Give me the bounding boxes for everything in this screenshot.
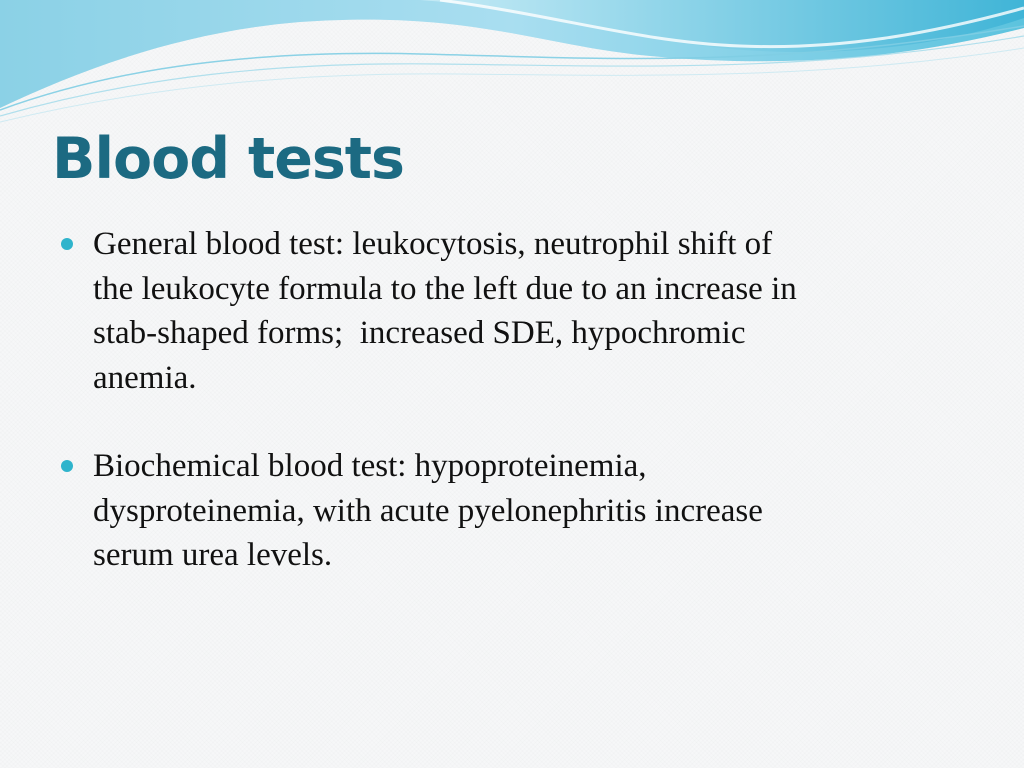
bullet-line: anemia. <box>93 359 197 396</box>
bullet-dot-icon <box>61 238 73 250</box>
bullet-line: General blood test: leukocytosis, neutrophil shift of <box>93 226 773 262</box>
bullet-list <box>58 222 958 578</box>
slide-title: Blood tests <box>52 126 404 192</box>
bullet-item-general-blood-test <box>58 222 958 400</box>
bullet-item-biochemical-blood-test <box>58 444 958 578</box>
bullet-line: dysproteinemia, with acute pyelonephritis increase <box>93 492 763 529</box>
bullet-dot-icon <box>61 460 73 472</box>
bullet-line: stab-shaped forms; increased SDE, hypochromic <box>93 315 746 351</box>
decorative-wave-header <box>0 0 1024 130</box>
wave-line-3 <box>0 48 1024 122</box>
bullet-line: serum urea levels. <box>93 537 333 573</box>
bullet-line: the leukocyte formula to the left due to an increase in <box>93 270 797 307</box>
bullet-line: Biochemical blood test: hypoproteinemia, <box>93 448 647 484</box>
